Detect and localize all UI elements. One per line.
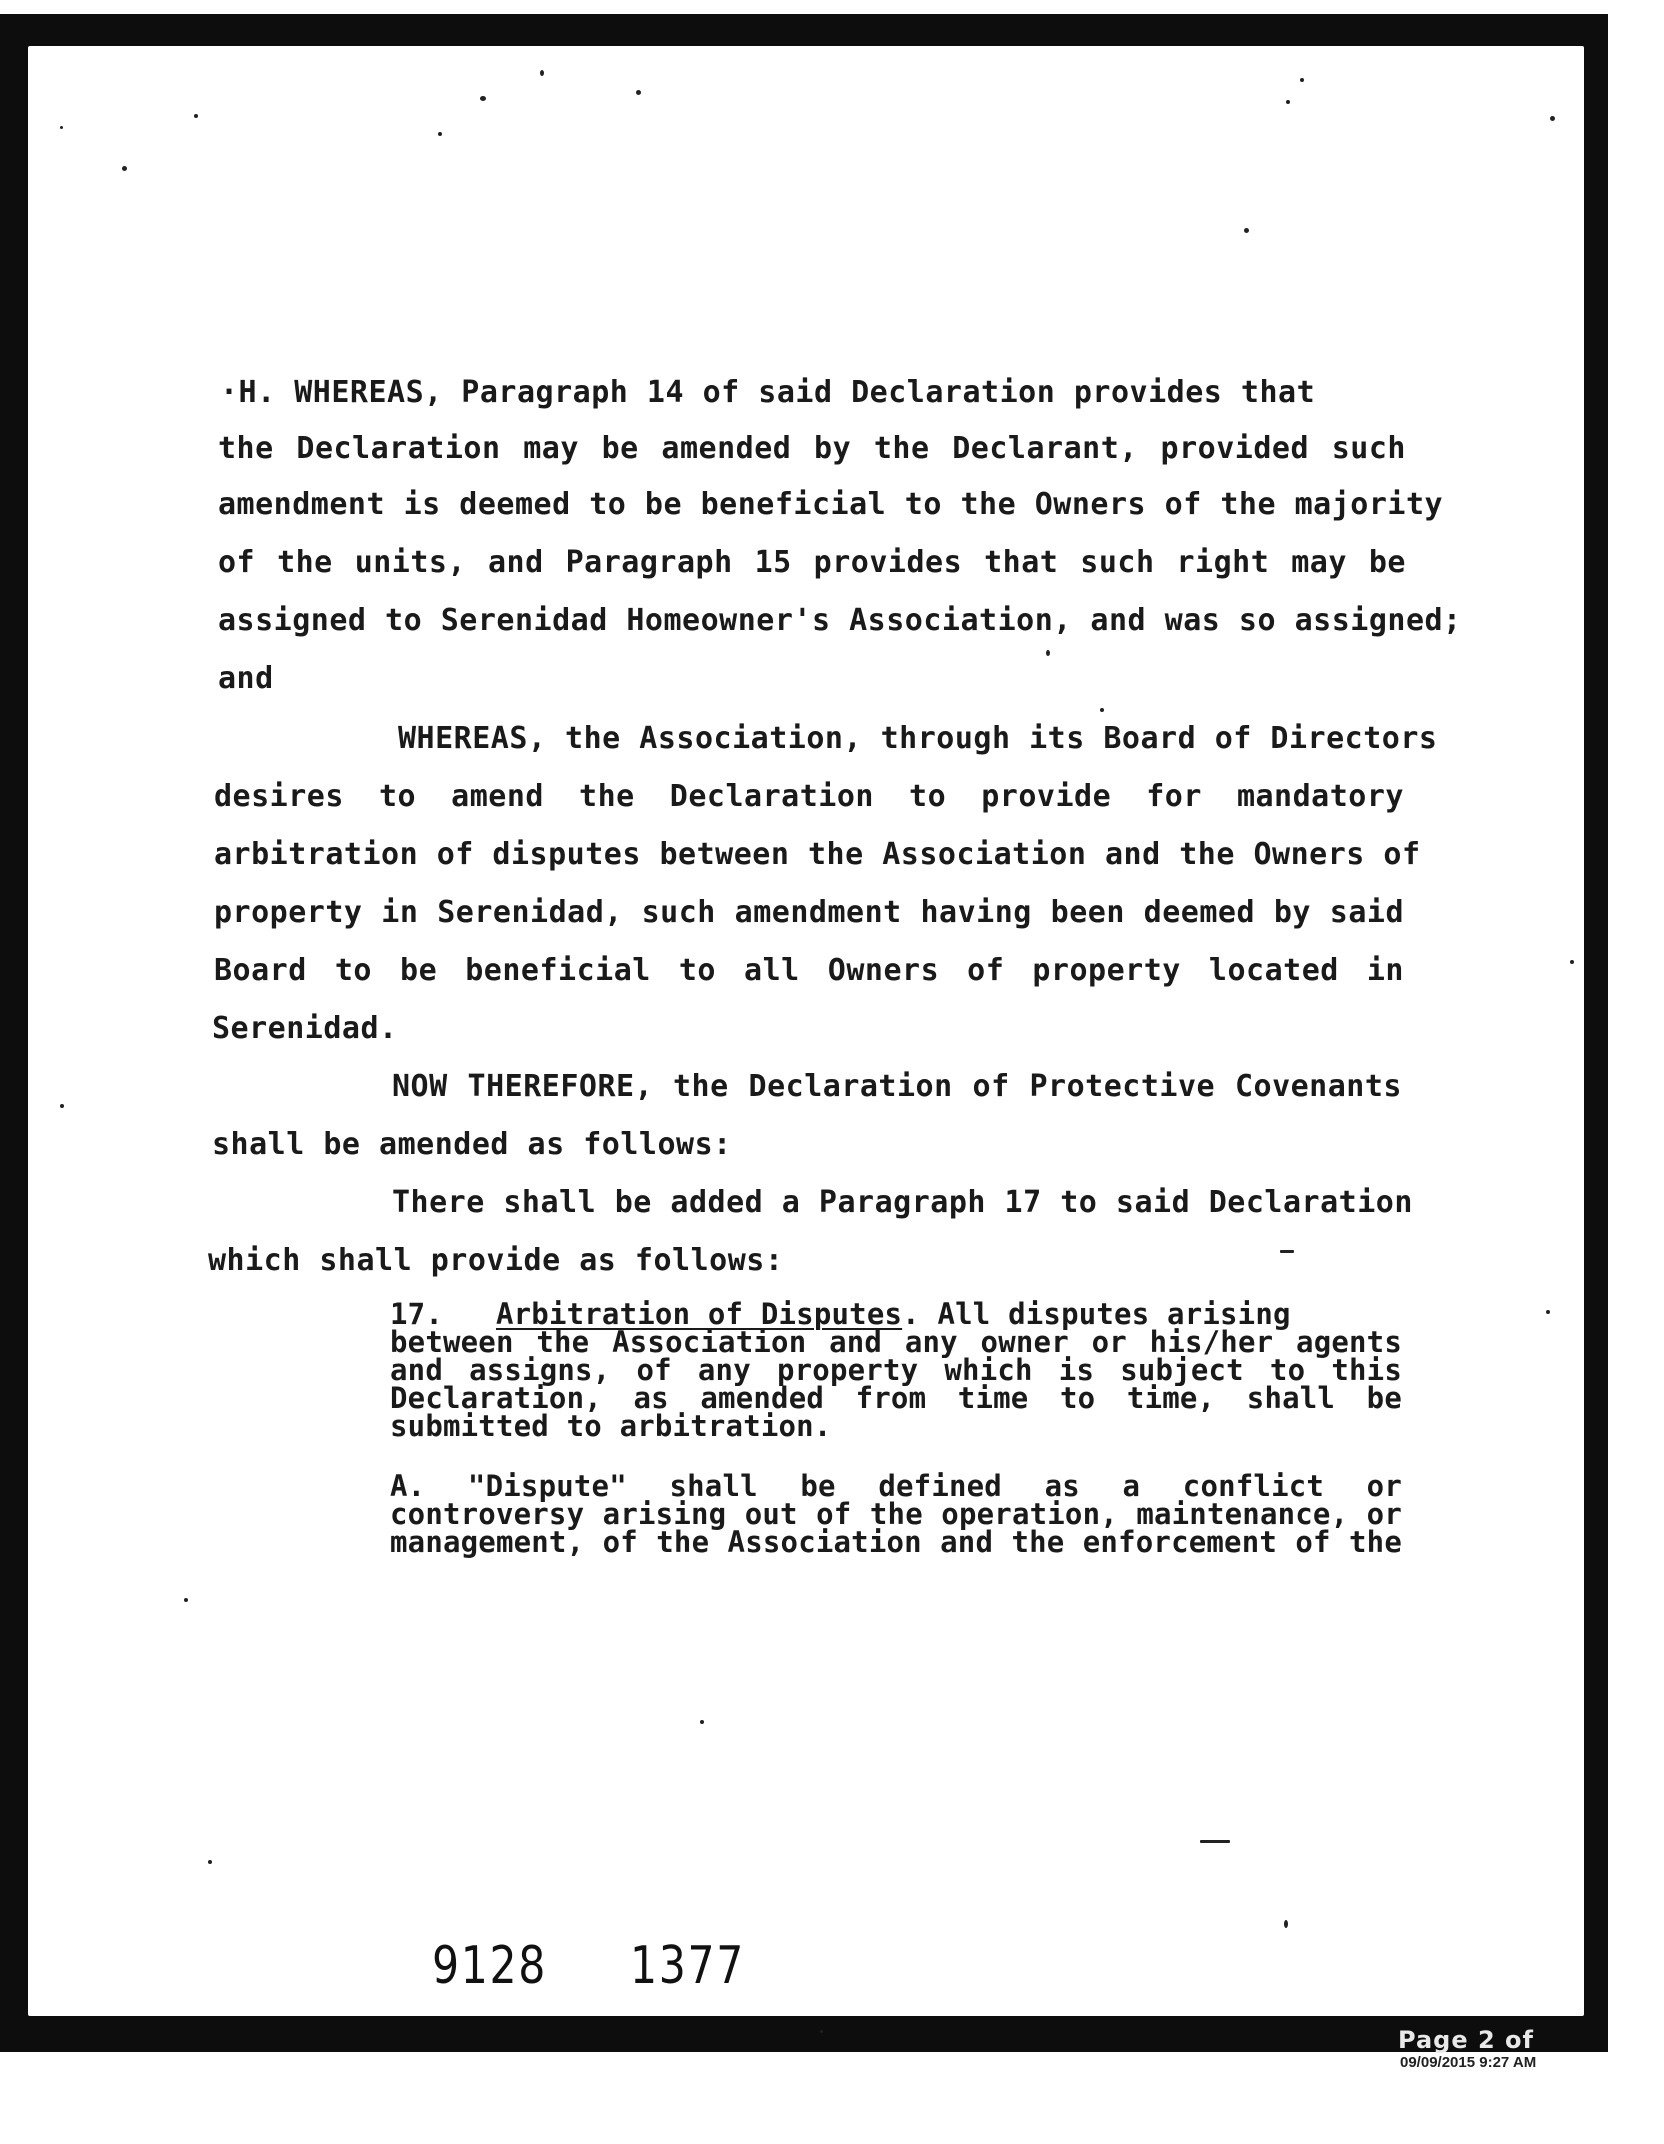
text-line: A. "Dispute" shall be defined as a conflict or [390, 1469, 1402, 1503]
text-line: controversy arising out of the operation, maintenance, or [390, 1497, 1402, 1531]
print-timestamp: 09/09/2015 9:27 AM [1400, 2054, 1537, 2071]
text-line: submitted to arbitration. [390, 1409, 832, 1443]
text-line: which shall provide as follows: [208, 1243, 784, 1278]
text-line: Declaration, as amended from time to time, shall be [390, 1381, 1402, 1415]
clause-heading: Arbitration of Disputes [495, 1297, 903, 1331]
text-line: property in Serenidad, such amendment having been deemed by said [214, 895, 1404, 930]
text-line: of the units, and Paragraph 15 provides that such right may be [218, 545, 1406, 580]
text-line: assigned to Serenidad Homeowner's Association, and was so assigned; [218, 603, 1462, 638]
text-line: arbitration of disputes between the Association and the Owners of [214, 837, 1421, 872]
page-stamp: Page 2 of [1398, 2026, 1534, 2054]
text-line: Board to be beneficial to all Owners of property located in [214, 953, 1404, 988]
text-line: shall be amended as follows: [212, 1127, 732, 1162]
book-number: 9128 [432, 1936, 548, 1996]
clause-number: 17. [390, 1297, 443, 1331]
text-line: Serenidad. [212, 1011, 398, 1046]
text-line: There shall be added a Paragraph 17 to said Declaration [392, 1185, 1413, 1220]
text-line: and assigns, of any property which is subject to this [390, 1353, 1402, 1387]
text-line: the Declaration may be amended by the Declarant, provided such [218, 431, 1406, 466]
text-line: between the Association and any owner or his/her agents [390, 1325, 1402, 1359]
text-line: ·H. WHEREAS, Paragraph 14 of said Declaration provides that [220, 375, 1316, 410]
page-number: 1377 [630, 1936, 746, 1996]
text-line: and [218, 661, 274, 696]
text-line: NOW THEREFORE, the Declaration of Protective Covenants [392, 1069, 1402, 1104]
clause-heading-rest: . All disputes arising [902, 1297, 1291, 1331]
text-line: WHEREAS, the Association, through its Board of Directors [398, 721, 1438, 756]
text-line: desires to amend the Declaration to provide for mandatory [214, 779, 1404, 814]
text-line: amendment is deemed to be beneficial to the Owners of the majority [218, 487, 1444, 522]
text-line: management, of the Association and the enforcement of the [390, 1525, 1402, 1559]
